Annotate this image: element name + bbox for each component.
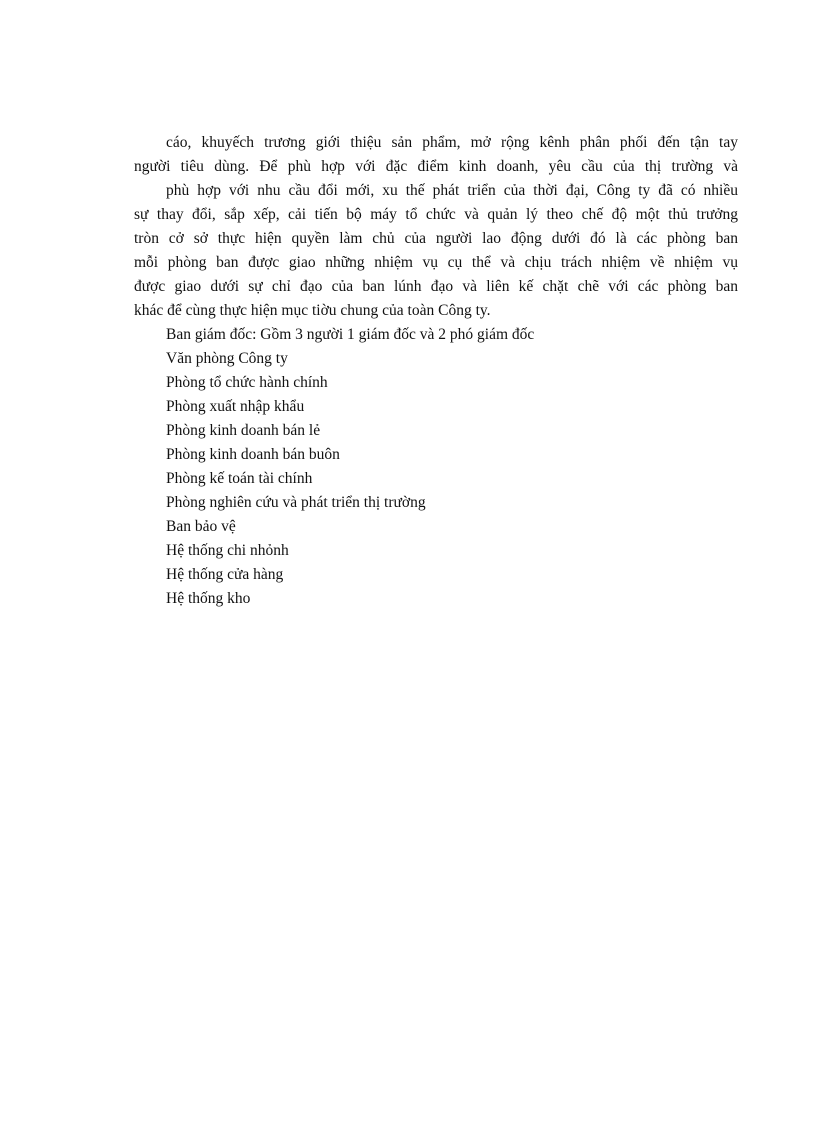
paragraph-line: mỗi phòng ban được giao những nhiệm vụ cụ thể và chịu trách nhiệm về nhiệm vụ xyxy=(134,254,738,271)
paragraph-line: người tiêu dùng. Để phù hợp với đặc điểm kinh doanh, yêu cầu của thị trường và xyxy=(134,158,738,175)
paragraph-line: khác để cùng thực hiện mục tiờu chung của toàn Công ty. xyxy=(134,302,491,319)
org-unit-item: Hệ thống cửa hàng xyxy=(166,566,284,583)
paragraph-line: cáo, khuyếch trương giới thiệu sản phẩm, mở rộng kênh phân phối đến tận tay xyxy=(166,134,738,151)
org-unit-item: Hệ thống kho xyxy=(166,590,251,607)
org-unit-item: Phòng kinh doanh bán buôn xyxy=(166,446,340,463)
paragraph-line: được giao dưới sự chỉ đạo của ban lúnh đạo và liên kế chặt chẽ với các phòng ban xyxy=(134,278,738,295)
organization-paragraph xyxy=(134,131,738,323)
org-unit-item: Ban bảo vệ xyxy=(166,518,236,535)
paragraph-line: phù hợp với nhu cầu đổi mới, xu thế phát triển của thời đại, Công ty đã có nhiều xyxy=(166,182,738,199)
org-unit-item: Phòng xuất nhập khẩu xyxy=(166,398,305,415)
org-unit-item: Văn phòng Công ty xyxy=(166,350,288,367)
paragraph-line: sự thay đổi, sắp xếp, cải tiến bộ máy tổ chức và quản lý theo chế độ một thủ trưởng xyxy=(134,206,738,223)
org-unit-item: Phòng kế toán tài chính xyxy=(166,470,313,487)
org-unit-item: Phòng nghiên cứu và phát triển thị trường xyxy=(166,494,426,511)
org-unit-item: Phòng tổ chức hành chính xyxy=(166,374,328,391)
org-unit-list xyxy=(134,323,738,611)
body-text xyxy=(134,131,738,611)
org-unit-item: Hệ thống chi nhỏnh xyxy=(166,542,289,559)
org-unit-item: Phòng kinh doanh bán lẻ xyxy=(166,422,321,439)
org-unit-item: Ban giám đốc: Gồm 3 người 1 giám đốc và 2 phó giám đốc xyxy=(166,326,535,343)
paragraph-line: tròn cở sở thực hiện quyền làm chủ của người lao động dưới đó là các phòng ban xyxy=(134,230,738,247)
